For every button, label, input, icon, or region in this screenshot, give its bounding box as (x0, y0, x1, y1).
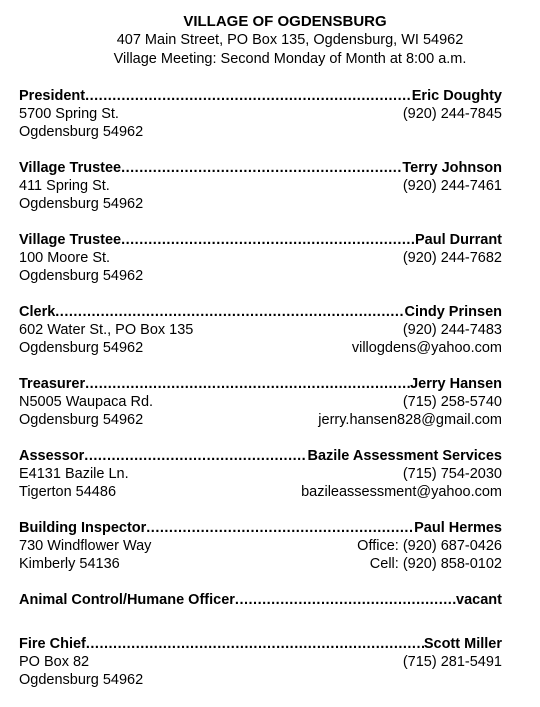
city-line: Ogdensburg 54962 (19, 340, 144, 356)
address-line: 730 Windflower Way (19, 538, 152, 554)
entry-heading (19, 159, 502, 177)
phone-number: (920) 244-7483 (402, 322, 502, 338)
role-label: Village Trustee (19, 160, 122, 176)
official-name: Cindy Prinsen (404, 304, 502, 320)
detail-row (19, 249, 502, 267)
role-label: Building Inspector (19, 520, 147, 536)
dot-leader (121, 159, 402, 177)
entry-clerk (19, 303, 502, 357)
entry-heading (19, 447, 502, 465)
city-line: Tigerton 54486 (19, 484, 117, 500)
detail-row (19, 483, 502, 501)
entry-president (19, 87, 502, 141)
dot-leader (85, 87, 412, 105)
entry-heading (19, 635, 502, 653)
entry-assessor (19, 447, 502, 501)
entry-heading (19, 231, 502, 249)
officials-directory (19, 87, 502, 707)
dot-leader (55, 303, 404, 321)
address-line: PO Box 82 (19, 654, 90, 670)
role-label: Treasurer (19, 376, 86, 392)
role-label: President (19, 88, 86, 104)
detail-row (19, 537, 502, 555)
entry-heading (19, 303, 502, 321)
document-header (0, 12, 540, 69)
role-label: Village Trustee (19, 232, 122, 248)
detail-row (19, 411, 502, 429)
detail-row (19, 653, 502, 671)
official-name: Eric Doughty (411, 88, 502, 104)
city-line: Ogdensburg 54962 (19, 268, 144, 284)
official-name: Jerry Hansen (410, 376, 502, 392)
phone-number: (715) 754-2030 (402, 466, 502, 482)
entry-treasurer (19, 375, 502, 429)
city-line: Ogdensburg 54962 (19, 124, 144, 140)
detail-row (19, 339, 502, 357)
city-line: Kimberly 54136 (19, 556, 120, 572)
role-label: Animal Control/Humane Officer (19, 592, 235, 608)
dot-leader (84, 447, 307, 465)
address-line: 100 Moore St. (19, 250, 111, 266)
phone-number: (920) 244-7461 (402, 178, 502, 194)
role-label: Fire Chief (19, 636, 86, 652)
official-name: Paul Hermes (414, 520, 502, 536)
entry-heading (19, 375, 502, 393)
detail-row (19, 123, 502, 141)
city-line: Ogdensburg 54962 (19, 412, 144, 428)
city-line: Ogdensburg 54962 (19, 672, 144, 688)
entry-village-trustee-2 (19, 231, 502, 285)
phone-number: (920) 244-7845 (402, 106, 502, 122)
phone-number: (920) 244-7682 (402, 250, 502, 266)
detail-row (19, 671, 502, 689)
detail-row (19, 555, 502, 573)
detail-row (19, 177, 502, 195)
official-name: Terry Johnson (402, 160, 502, 176)
detail-row (19, 105, 502, 123)
entry-building-inspector (19, 519, 502, 573)
address-line: E4131 Bazile Ln. (19, 466, 129, 482)
address-line: 602 Water St., PO Box 135 (19, 322, 194, 338)
detail-row (19, 465, 502, 483)
village-address: 407 Main Street, PO Box 135, Ogdensburg, WI 54962 (116, 32, 464, 48)
detail-row (19, 393, 502, 411)
address-line: N5005 Waupaca Rd. (19, 394, 154, 410)
document-title: VILLAGE OF OGDENSBURG (183, 13, 387, 30)
official-name: Scott Miller (423, 636, 502, 652)
entry-heading (19, 519, 502, 537)
role-label: Assessor (19, 448, 85, 464)
entry-animal-control (19, 591, 502, 609)
city-line: Ogdensburg 54962 (19, 196, 144, 212)
role-label: Clerk (19, 304, 56, 320)
email-address: bazileassessment@yahoo.com (301, 484, 502, 500)
dot-leader (85, 375, 410, 393)
dot-leader (146, 519, 414, 537)
entry-village-trustee-1 (19, 159, 502, 213)
official-name: Paul Durrant (414, 232, 502, 248)
official-name: vacant (456, 592, 502, 608)
meeting-schedule: Village Meeting: Second Monday of Month at 8:00 a.m. (113, 51, 467, 67)
dot-leader (235, 591, 456, 609)
address-line: 5700 Spring St. (19, 106, 119, 122)
entry-heading (19, 87, 502, 105)
detail-row (19, 321, 502, 339)
detail-row (19, 267, 502, 285)
email-address: jerry.hansen828@gmail.com (318, 412, 502, 428)
detail-row (19, 195, 502, 213)
email-address: villogdens@yahoo.com (351, 340, 502, 356)
dot-leader (121, 231, 415, 249)
dot-leader (86, 635, 424, 653)
entry-heading (19, 591, 502, 609)
phone-number: (715) 258-5740 (402, 394, 502, 410)
phone-number: (715) 281-5491 (402, 654, 502, 670)
entry-fire-chief (19, 635, 502, 689)
office-phone: Office: (920) 687-0426 (357, 538, 502, 554)
official-name: Bazile Assessment Services (307, 448, 502, 464)
cell-phone: Cell: (920) 858-0102 (369, 556, 502, 572)
address-line: 411 Spring St. (19, 178, 110, 194)
